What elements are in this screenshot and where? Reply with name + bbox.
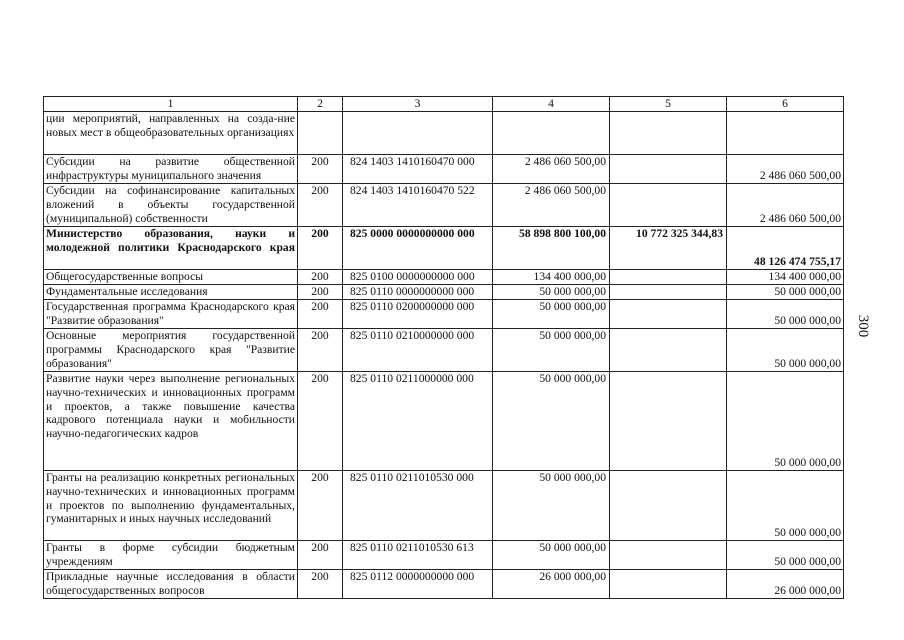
row-gr-cell [298,112,343,155]
row-name-cell: Субсидии на развитие общественной инфраструктуры муниципального значения [44,155,298,184]
column-header: 3 [343,97,493,112]
table-row [44,300,844,329]
row-code-cell: 825 0110 0210000000 000 [343,329,493,372]
row-name-cell: Государственная программа Краснодарского края "Развитие образования" [44,300,298,329]
row-code-cell [343,112,493,155]
row-total-cell: 2 486 060 500,00 [727,155,844,184]
row-name-cell: Субсидии на софинансирование капитальных вложений в объекты государственной (муниципальной) собственности [44,184,298,227]
row-code-cell: 825 0110 0211010530 613 [343,541,493,570]
table-row [44,570,844,599]
row-amount-cell: 50 000 000,00 [493,541,610,570]
column-header: 2 [298,97,343,112]
row-amount-cell: 50 000 000,00 [493,285,610,300]
row-total-cell: 48 126 474 755,17 [727,227,844,270]
row-change-cell [610,300,727,329]
row-change-cell [610,329,727,372]
row-total-cell: 50 000 000,00 [727,471,844,541]
table-row [44,329,844,372]
row-gr-cell: 200 [298,227,343,270]
row-name-cell: Министерство образования, науки и молодежной политики Краснодарского края [44,227,298,270]
row-gr-cell: 200 [298,155,343,184]
row-amount-cell [493,112,610,155]
row-name-cell: Основные мероприятия государственной программы Краснодарского края "Развитие образования" [44,329,298,372]
budget-table [43,96,844,599]
row-total-cell [727,112,844,155]
row-code-cell: 824 1403 1410160470 522 [343,184,493,227]
row-amount-cell: 58 898 800 100,00 [493,227,610,270]
row-change-cell [610,372,727,471]
row-gr-cell: 200 [298,270,343,285]
row-name-cell: Развитие науки через выполнение региональных научно-технических и инновационных программ и проектов, а также повышение качества кадрового потенциала науки и мобильности научно-педагогических кадров [44,372,298,471]
row-gr-cell: 200 [298,184,343,227]
row-gr-cell: 200 [298,285,343,300]
row-total-cell: 50 000 000,00 [727,329,844,372]
row-change-cell [610,285,727,300]
row-total-cell: 50 000 000,00 [727,372,844,471]
row-gr-cell: 200 [298,372,343,471]
table-row [44,184,844,227]
table-row [44,227,844,270]
row-code-cell: 824 1403 1410160470 000 [343,155,493,184]
table-row [44,285,844,300]
row-total-cell: 50 000 000,00 [727,541,844,570]
row-code-cell: 825 0110 0000000000 000 [343,285,493,300]
column-header: 6 [727,97,844,112]
table-row [44,541,844,570]
row-total-cell: 50 000 000,00 [727,300,844,329]
row-gr-cell: 200 [298,570,343,599]
row-amount-cell: 50 000 000,00 [493,471,610,541]
row-change-cell [610,570,727,599]
row-change-cell [610,541,727,570]
row-amount-cell: 2 486 060 500,00 [493,155,610,184]
row-code-cell: 825 0110 0211000000 000 [343,372,493,471]
row-change-cell [610,270,727,285]
table-body [44,112,844,599]
row-amount-cell: 50 000 000,00 [493,329,610,372]
table-row [44,372,844,471]
row-change-cell [610,155,727,184]
row-name-cell: ции мероприятий, направленных на созда-ние новых мест в общеобразовательных организациях [44,112,298,155]
row-name-cell: Гранты в форме субсидии бюджетным учреждениям [44,541,298,570]
row-total-cell: 2 486 060 500,00 [727,184,844,227]
row-change-cell: 10 772 325 344,83 [610,227,727,270]
row-name-cell: Фундаментальные исследования [44,285,298,300]
table-row [44,471,844,541]
page-number: 300 [855,314,871,338]
row-code-cell: 825 0110 0200000000 000 [343,300,493,329]
table-row [44,112,844,155]
row-code-cell: 825 0000 0000000000 000 [343,227,493,270]
row-name-cell: Общегосударственные вопросы [44,270,298,285]
row-gr-cell: 200 [298,329,343,372]
table-row [44,155,844,184]
table-header-row [44,97,844,112]
row-name-cell: Гранты на реализацию конкретных региональных научно-технических и инновационных программ и проектов по выполнению фундаментальных, гуманитарных и иных научных исследований [44,471,298,541]
row-amount-cell: 2 486 060 500,00 [493,184,610,227]
row-change-cell [610,184,727,227]
row-change-cell [610,471,727,541]
row-total-cell: 134 400 000,00 [727,270,844,285]
column-header: 4 [493,97,610,112]
row-amount-cell: 50 000 000,00 [493,372,610,471]
row-total-cell: 26 000 000,00 [727,570,844,599]
row-code-cell: 825 0112 0000000000 000 [343,570,493,599]
row-code-cell: 825 0100 0000000000 000 [343,270,493,285]
row-name-cell: Прикладные научные исследования в области общегосударственных вопросов [44,570,298,599]
row-change-cell [610,112,727,155]
column-header: 5 [610,97,727,112]
row-code-cell: 825 0110 0211010530 000 [343,471,493,541]
row-gr-cell: 200 [298,541,343,570]
column-header: 1 [44,97,298,112]
row-total-cell: 50 000 000,00 [727,285,844,300]
row-amount-cell: 134 400 000,00 [493,270,610,285]
row-gr-cell: 200 [298,471,343,541]
table-row [44,270,844,285]
row-amount-cell: 26 000 000,00 [493,570,610,599]
row-amount-cell: 50 000 000,00 [493,300,610,329]
row-gr-cell: 200 [298,300,343,329]
